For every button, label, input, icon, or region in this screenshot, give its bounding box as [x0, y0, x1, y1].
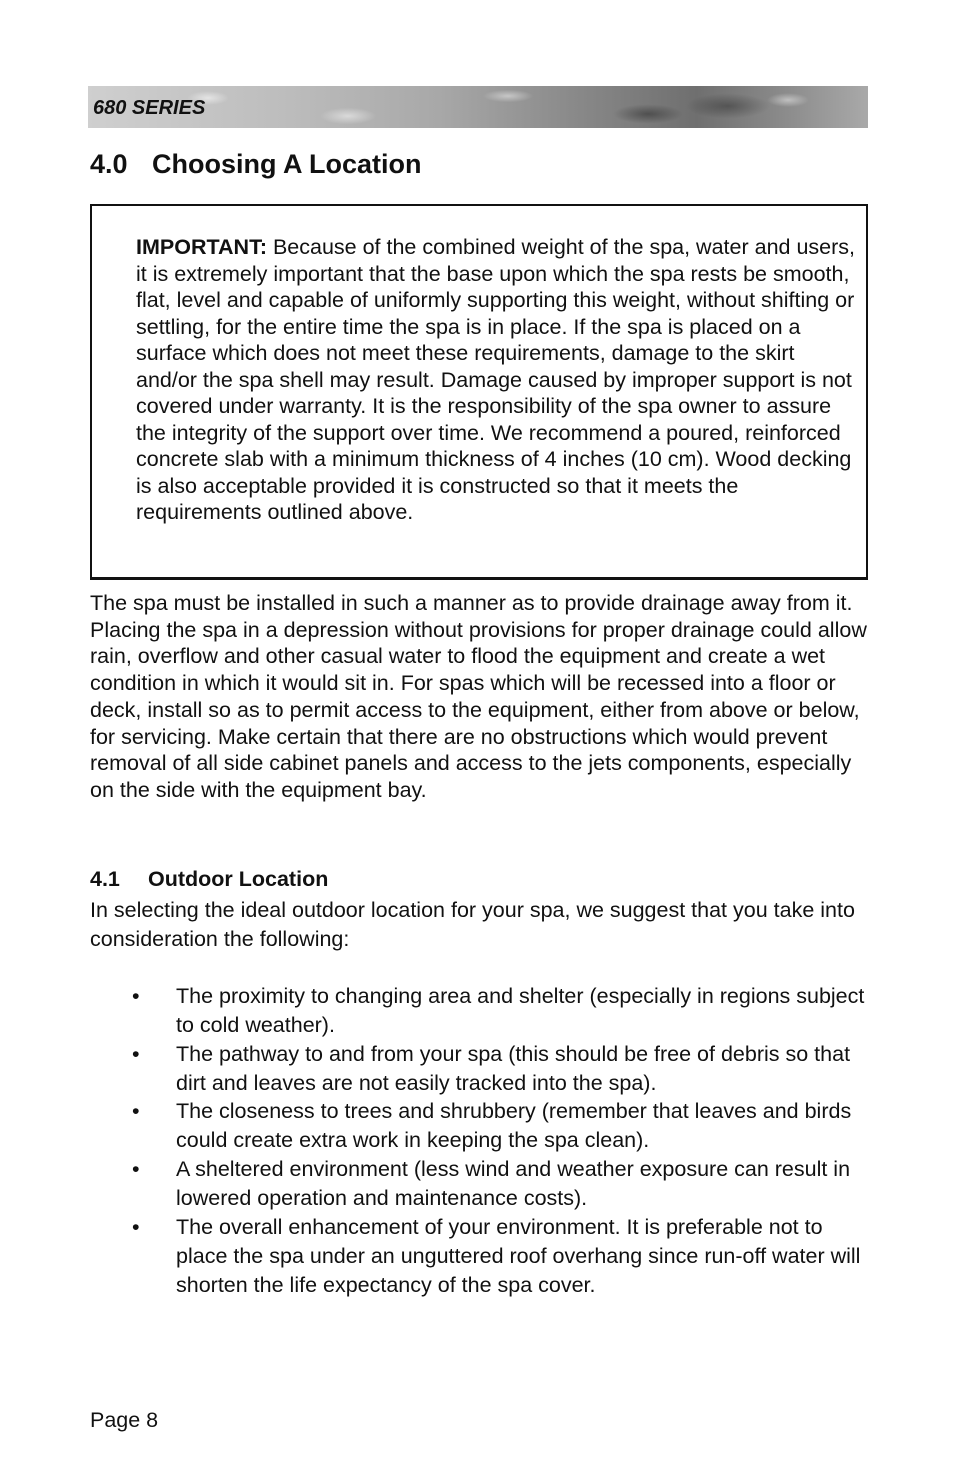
drainage-paragraph: The spa must be installed in such a manner as to provide drainage away from it. Placing the spa in a depression without provisions for proper drainage could allow rain, overflow and other casual water to flood the equipment and create a wet condition in which it would sit in. For spas which will be recessed into a floor or deck, install so as to permit access to the equipment, either from above or below, for servicing. Make certain that there are no obstructions which would prevent removal of all side cabinet panels and access to the jets components, especially on the side with the equipment bay.	[90, 591, 867, 802]
bullet-icon: •	[132, 1157, 140, 1181]
bullet-icon: •	[132, 1215, 140, 1239]
series-banner	[88, 86, 868, 128]
bullet-icon: •	[132, 1042, 140, 1066]
important-notice-text	[136, 234, 856, 526]
subsection-title	[90, 867, 328, 892]
list-item-text: The proximity to changing area and shelter (especially in regions subject to cold weather).	[176, 984, 865, 1037]
important-body: Because of the combined weight of the spa, water and users, it is extremely important that the base upon which the spa rests be smooth, flat, level and capable of uniformly supporting this weight, without shifting or settling, for the entire time the spa is in place. If the spa is placed on a surface which does not meet these requirements, damage to the skirt and/or the spa shell may result. Damage caused by improper support is not covered under warranty. It is the responsibility of the spa owner to assure the integrity of the support over time. We recommend a poured, reinforced concrete slab with a minimum thickness of 4 inches (10 cm). Wood decking is also acceptable provided it is constructed so that it meets the requirements outlined above.	[136, 235, 856, 524]
bullet-icon: •	[132, 1099, 140, 1123]
section-number: 4.0	[90, 149, 128, 179]
important-notice-box	[90, 204, 868, 580]
subsection-number: 4.1	[90, 867, 120, 891]
list-item-text: The closeness to trees and shrubbery (remember that leaves and birds could create extra work in keeping the spa clean).	[176, 1099, 852, 1152]
section-title-text: Choosing A Location	[152, 149, 422, 179]
series-label: 680 SERIES	[93, 97, 206, 119]
list-item-text: The pathway to and from your spa (this should be free of debris so that dirt and leaves are not easily tracked into the spa).	[176, 1042, 851, 1095]
page-number: Page 8	[90, 1408, 159, 1432]
list-item-text: A sheltered environment (less wind and weather exposure can result in lowered operation and maintenance costs).	[176, 1157, 851, 1210]
list-item-text: The overall enhancement of your environment. It is preferable not to place the spa under an unguttered roof overhang since run-off water will shorten the life expectancy of the spa cover.	[176, 1215, 861, 1297]
section-title	[90, 149, 421, 180]
subsection-intro: In selecting the ideal outdoor location for your spa, we suggest that you take into consideration the following:	[90, 898, 855, 951]
bullet-icon: •	[132, 984, 140, 1008]
important-label: IMPORTANT:	[136, 235, 267, 259]
subsection-title-text: Outdoor Location	[148, 867, 329, 891]
